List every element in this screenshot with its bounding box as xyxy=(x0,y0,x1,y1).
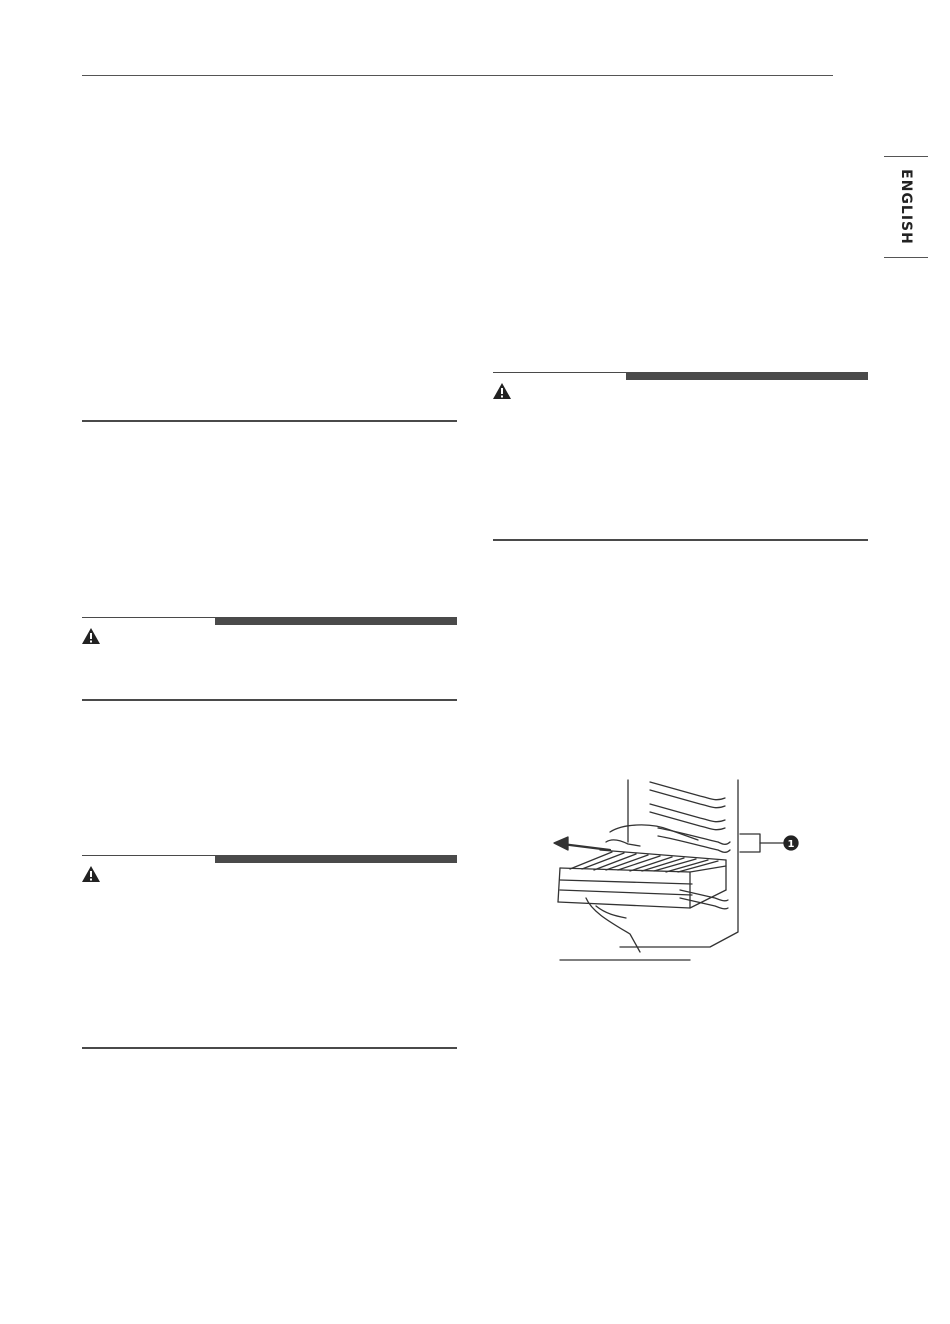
warning-header-thin-line xyxy=(493,372,626,373)
warning-header-thin-line xyxy=(82,855,215,856)
warning-header-thin-line xyxy=(82,617,215,618)
language-tab xyxy=(884,156,928,258)
section-divider xyxy=(493,539,868,541)
warning-triangle-icon xyxy=(81,865,101,883)
warning-triangle-icon xyxy=(492,382,512,400)
section-divider xyxy=(82,420,457,422)
section-divider xyxy=(82,699,457,701)
warning-header-bar xyxy=(626,372,868,380)
warning-header-bar xyxy=(215,617,457,625)
warning-header-bar xyxy=(215,855,457,863)
warning-triangle-icon xyxy=(81,627,101,645)
section-divider xyxy=(82,1047,457,1049)
callout-number: 1 xyxy=(787,839,795,850)
oven-rack-icon xyxy=(540,772,820,968)
header-rule xyxy=(82,75,833,76)
language-tab-label: ENGLISH xyxy=(898,169,914,245)
